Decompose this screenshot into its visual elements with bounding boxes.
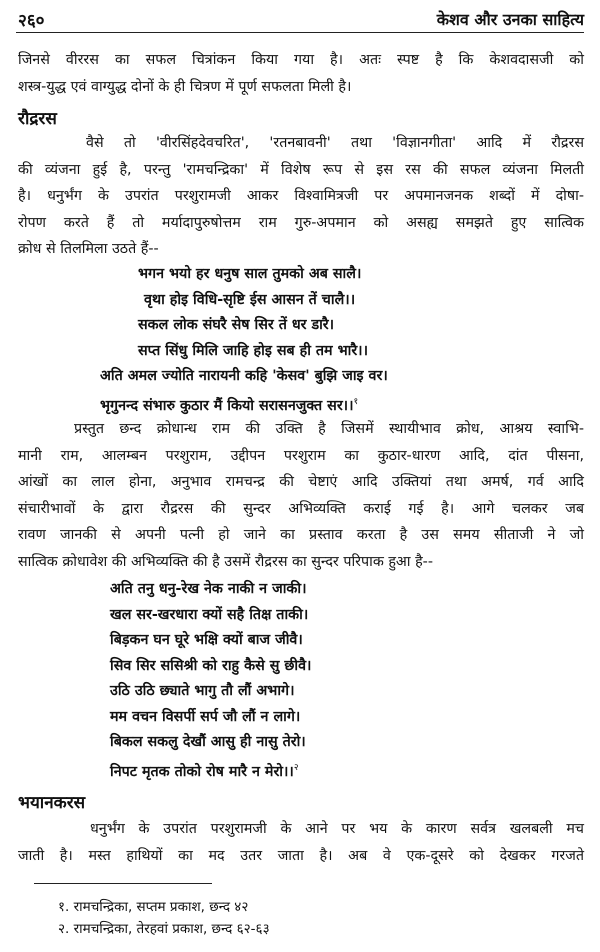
text-line: वैसे तो 'वीरसिंहदेवचरित', 'रतनबावनी' तथा 'विज्ञानगीता' आदि में रौद्ररस	[86, 135, 584, 151]
analysis-paragraph	[18, 416, 584, 575]
verse-line	[110, 756, 311, 782]
verse-line: सप्त सिंधु मिलि जाहि होइ सब ही तम भारै।।	[138, 342, 369, 359]
text-line: प्रस्तुत छन्द क्रोधान्ध राम की उक्ति है जिसमें स्थायीभाव क्रोध, आश्रय स्वाभि-	[74, 421, 584, 437]
footnote: २. रामचन्द्रिका, तेरहवां प्रकाश, छन्द ६२-६३	[58, 921, 270, 937]
section-heading-bhayanak: भयानकरस	[18, 793, 86, 813]
verse-line: सिव सिर ससिश्री को राहु कैसे सु छीवै।	[110, 657, 312, 674]
verse-line: मम वचन विसर्पी सर्प जौ लौं न लागे।	[110, 708, 301, 725]
text-line: क्रोध से तिलमिला उठते हैं--	[18, 241, 159, 257]
verse-line: अति अमल ज्योति नारायनी कहि 'केसव' बुझि जाइ वर।	[100, 368, 388, 384]
verse-line: बिकल सकलु देखौं आसु ही नासु तेरो।	[110, 734, 306, 750]
text-line: संचारीभावों के द्वारा रौद्ररस की सुन्दर अभिव्यक्ति कराई गई है। आगे चलकर जब	[18, 500, 584, 517]
verse-line: सकल लोक संघरै सेष सिर तें धर डारै।	[138, 317, 335, 333]
text-line: जाती है। मस्त हाथियों का मद उतर जाता है। अब वे एक-दूसरे को देखकर गरजते	[18, 847, 584, 864]
text-line: की व्यंजना हुई है, परन्तु 'रामचन्द्रिका' में विशेष रूप से इस रस की सफल व्यंजना मिलती	[18, 161, 584, 178]
verse-line: बिड़कन घन घूरे भक्षि क्यों बाज जीवै।	[110, 632, 303, 648]
text-line: धनुर्भंग के उपरांत परशुरामजी के आने पर भय के कारण सर्वत्र खलबली मच	[90, 821, 584, 837]
verse-line: भगन भयो हर धनुष साल तुमको अब सालै।	[138, 266, 362, 282]
text-line: रावण जानकी से अपनी पत्नी हो जाने का प्रस्ताव करता है उस समय सीताजी ने जो	[18, 527, 584, 543]
footnote-mark: २	[293, 762, 299, 773]
text-line: रोपण करते हैं तो मर्यादापुरुषोत्तम राम गुरु-अपमान को असह्य समझते हुए सात्विक	[18, 214, 584, 231]
text-line: जिनसे वीररस का सफल चित्रांकन किया गया है। अतः स्पष्ट है कि केशवदासजी को	[18, 52, 584, 68]
raudra-paragraph	[18, 130, 584, 263]
footnotes	[58, 896, 270, 940]
footnote: १. रामचन्द्रिका, सप्तम प्रकाश, छन्द ४२	[58, 899, 249, 915]
verse-line-text: निपट मृतक तोको रोष मारै न मेरो।।	[110, 763, 294, 780]
page-number: २६०	[18, 11, 45, 31]
intro-paragraph	[18, 47, 584, 100]
verse-line: उठि उठि छ्याते भागु तौ लौं अभागे।	[110, 683, 295, 699]
verse-block-1b	[100, 364, 388, 415]
header-rule	[16, 32, 584, 33]
section-heading-raudra: रौद्ररस	[18, 109, 57, 129]
footnote-mark: १	[353, 396, 359, 407]
verse-line	[100, 390, 388, 416]
verse-line: खल सर-खरधारा क्यों सहै तिक्ष ताकी।	[110, 606, 309, 623]
verse-line: अति तनु धनु-रेख नेक नाकी न जाकी।	[110, 581, 307, 597]
text-line: है। धनुर्भंग के उपरांत परशुरामजी आकर विश्वामित्रजी पर अपमानजनक शब्दों में दोषा-	[18, 188, 584, 204]
text-line: आंखों का लाल होना, अनुभाव रामचन्द्र की चेष्टाएं आदि उक्तियां तथा अमर्ष, गर्व आदि	[18, 474, 584, 490]
text-line: सात्विक क्रोधावेश की अभिव्यक्ति की है उसमें रौद्ररस का सुन्दर परिपाक हुआ है--	[18, 553, 433, 570]
running-title: केशव और उनका साहित्य	[436, 10, 584, 29]
verse-line-text: भृगुनन्द संभारु कुठार मैं कियो सरासनजुक्त सर।।	[100, 397, 354, 414]
verse-block-2	[110, 577, 311, 781]
bhayanak-paragraph	[18, 816, 584, 869]
verse-block-1	[138, 262, 368, 364]
footnote-rule	[34, 883, 212, 884]
text-line: मानी राम, आलम्बन परशुराम, उद्दीपन परशुराम का कुठार-धारण आदि, दांत पीसना,	[18, 447, 584, 464]
text-line: शस्त्र-युद्ध एवं वाग्युद्ध दोनों के ही चित्रण में पूर्ण सफलता मिली है।	[18, 78, 352, 95]
verse-line: वृथा होइ विधि-सृष्टि ईस आसन तें चालै।।	[144, 291, 356, 308]
